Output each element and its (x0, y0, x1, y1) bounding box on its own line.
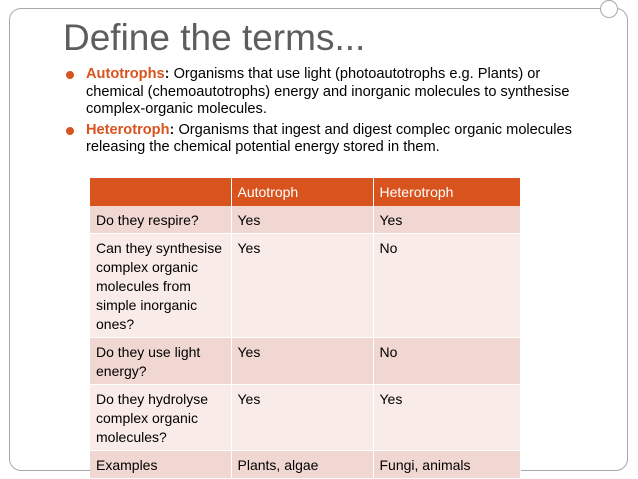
table-header-cell: Autotroph (231, 178, 373, 206)
comparison-table (90, 178, 521, 479)
bullet-heterotroph (66, 122, 596, 157)
term-colon: : (164, 66, 170, 82)
bullet-list (66, 66, 596, 160)
bullet-dot-icon (66, 127, 74, 135)
table-header-row (90, 178, 520, 206)
term-label: Heterotroph (86, 121, 170, 138)
table-cell: Yes (373, 385, 520, 451)
term-label: Autotrophs (86, 66, 165, 82)
table-cell: Examples (90, 451, 231, 479)
table-header-cell (90, 178, 231, 206)
table-cell: Do they use light energy? (90, 338, 231, 385)
table-row (90, 338, 520, 385)
bullet-autotrophs (66, 66, 596, 119)
table-row (90, 206, 520, 234)
table-cell: Yes (231, 385, 373, 451)
table-cell: Can they synthesise complex organic molecules from simple inorganic ones? (90, 234, 231, 338)
table-cell: Do they hydrolyse complex organic molecules? (90, 385, 231, 451)
table-cell: No (373, 234, 520, 338)
term-definition: Organisms that ingest and digest complec organic molecules releasing the chemical potential energy stored in them. (86, 121, 572, 155)
table-cell: Yes (231, 206, 373, 234)
corner-circle-decoration (600, 0, 618, 18)
bullet-dot-icon (66, 71, 74, 79)
term-definition: Organisms that use light (photoautotrophs e.g. Plants) or chemical (chemoautotrophs) energy and inorganic molecules to synthesise complex-organic molecules. (86, 66, 570, 117)
table-header-cell: Heterotroph (373, 178, 520, 206)
page-title: Define the terms... (63, 17, 366, 58)
table-cell: Fungi, animals (373, 451, 520, 479)
table-row (90, 234, 520, 338)
table-cell: No (373, 338, 520, 385)
term-colon: : (169, 121, 175, 138)
table-cell: Yes (231, 234, 373, 338)
table-cell: Do they respire? (90, 206, 231, 234)
table-cell: Yes (231, 338, 373, 385)
table-row (90, 385, 520, 451)
table-cell: Yes (373, 206, 520, 234)
table-cell: Plants, algae (231, 451, 373, 479)
table-row (90, 451, 520, 479)
